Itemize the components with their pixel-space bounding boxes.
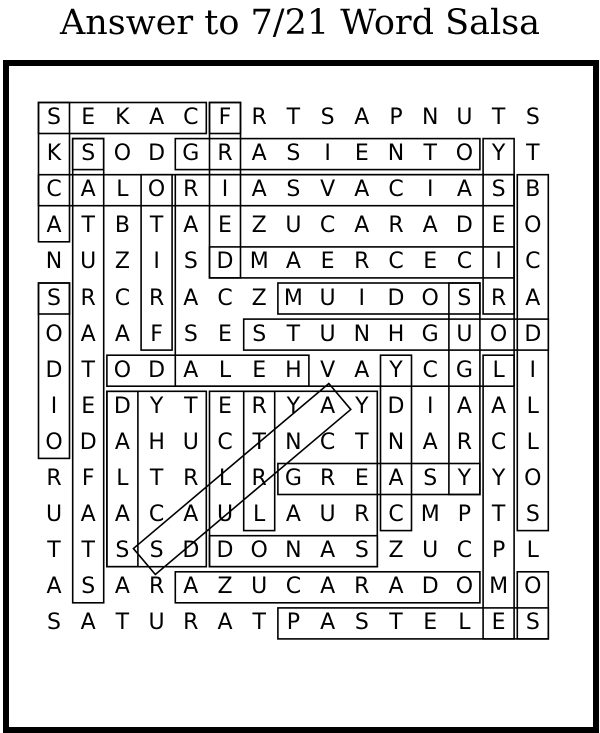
grid-letter: D [148,357,166,383]
grid-letter: C [217,285,233,311]
grid-letter: I [495,249,502,275]
grid-letter: E [218,393,232,419]
grid-letter: A [46,213,62,239]
grid-letter: C [388,502,404,528]
grid-letter: M [489,574,509,600]
grid-letter: A [285,249,301,275]
grid-letter: A [388,574,404,600]
grid-letter: S [47,105,61,130]
grid-letter: R [183,177,199,203]
grid-letter: C [319,213,336,239]
grid-letter: R [183,466,199,491]
grid-letter: Y [457,466,472,491]
grid-letter: A [80,610,96,636]
grid-letter: M [283,285,303,311]
grid-letter: S [286,177,301,203]
grid-letter: A [354,213,370,239]
grid-letter: O [113,141,132,167]
grid-letter: O [489,321,508,347]
grid-letter: E [354,141,369,167]
grid-letter: R [80,285,96,311]
grid-letter: D [79,429,97,455]
grid-letter: T [252,610,266,636]
grid-letter: A [525,285,541,311]
grid-letter: C [217,429,233,455]
grid-letter: R [319,466,336,491]
grid-letter: D [524,321,542,347]
grid-letter: T [526,141,540,167]
grid-letter: A [46,574,62,600]
grid-letter: B [525,177,541,203]
grid-letter: C [46,177,62,203]
grid-letter: A [251,141,267,167]
grid-letter: I [153,249,160,275]
grid-letter: P [286,610,301,636]
grid-letter: L [116,177,129,203]
grid-letter: L [526,538,539,564]
grid-letter: T [81,538,95,564]
grid-letter: R [354,574,370,600]
grid-letter: A [456,393,472,419]
grid-letter: H [285,357,302,383]
grid-letter: Y [149,393,164,419]
grid-letter: A [114,502,130,528]
grid-letter: L [492,357,505,383]
grid-letter: C [285,574,302,600]
grid-letter: A [320,574,336,600]
grid-letter: Z [217,574,233,600]
grid-letter: G [182,141,200,167]
grid-letter: U [285,213,302,239]
grid-letter: D [216,249,234,275]
grid-letter: A [80,177,96,203]
grid-letter: D [148,141,166,167]
grid-letter: A [183,285,199,311]
grid-letter: S [525,105,540,130]
grid-letter: E [423,249,438,275]
grid-letter: E [252,357,267,383]
grid-letter: A [354,177,370,203]
grid-letter: C [388,249,404,275]
grid-letter: A [183,357,199,383]
grid-letter: S [423,466,438,491]
grid-letter: D [216,538,234,564]
grid-letter: O [455,574,474,600]
grid-letter: T [149,213,164,239]
grid-letter: T [491,502,506,528]
grid-letter: R [354,249,370,275]
grid-letter: C [319,429,336,455]
grid-letter: U [216,502,234,528]
grid-letter: F [150,321,163,347]
grid-letter: U [456,105,473,130]
grid-letter: C [183,105,199,130]
grid-letter: A [354,357,370,383]
grid-letter: T [149,466,164,491]
grid-letter: U [148,610,165,636]
grid-letter: C [490,429,507,455]
grid-letter: I [358,285,366,311]
grid-letter: D [387,393,405,419]
grid-letter: R [354,502,370,528]
grid-letter: K [46,141,62,167]
grid-letter: Z [251,285,267,311]
grid-letter: P [457,502,472,528]
grid-letter: O [113,357,132,383]
grid-letter: S [252,321,267,347]
grid-letter: U [319,502,336,528]
grid-letter: E [423,610,438,636]
grid-letter: A [183,574,199,600]
grid-letter: N [353,321,371,347]
grid-letter: B [114,213,130,239]
grid-letter: T [47,538,61,564]
grid-letter: T [115,610,130,636]
grid-letter: Y [355,393,369,419]
grid-letter: R [148,574,165,600]
grid-letter: T [389,610,403,636]
grid-letter: U [182,429,199,455]
grid-letter: U [80,249,97,275]
grid-letter: M [420,502,440,528]
grid-letter: R [217,141,233,167]
grid-letter: G [284,466,302,491]
grid-letter: V [320,177,336,203]
grid-letter: E [218,213,232,239]
grid-letter: I [426,177,434,203]
grid-letter: T [252,429,266,455]
grid-letter: T [81,213,95,239]
grid-letter: A [251,177,267,203]
grid-letter: S [457,285,472,311]
grid-letter: A [388,466,404,491]
grid-letter: S [491,177,506,203]
grid-letter: Z [114,249,130,275]
grid-letter: T [355,429,369,455]
grid-letter: T [81,357,95,383]
grid-letter: Y [491,466,506,491]
grid-letter: R [490,285,507,311]
grid-letter: T [491,105,506,130]
grid-letter: Y [286,393,301,419]
grid-letter: S [525,610,540,636]
grid-letter: F [81,466,95,491]
grid-letter: L [526,429,539,455]
grid-letter: S [47,610,61,636]
puzzle-title: Answer to 7/21 Word Salsa [59,3,541,43]
grid-letter: P [389,105,403,130]
grid-letter: I [221,177,229,203]
grid-letter: T [184,393,198,419]
grid-letter: C [388,177,404,203]
grid-letter: M [249,249,269,275]
grid-letter: A [183,502,199,528]
grid-letter: R [148,285,165,311]
grid-letter: S [354,610,369,636]
grid-letter: K [115,105,130,130]
grid-letter: L [253,502,266,528]
grid-letter: I [50,393,58,419]
grid-letter: D [113,393,131,419]
grid-letter: N [285,538,302,564]
grid-letter: E [354,466,369,491]
grid-letter: S [183,321,198,347]
grid-letter: A [114,321,130,347]
grid-letter: L [116,466,129,491]
grid-letter: O [147,177,166,203]
grid-letter: A [285,502,301,528]
grid-letter: A [114,574,130,600]
grid-letter: S [354,538,369,564]
grid-letter: A [422,429,438,455]
grid-letter: P [491,538,506,564]
grid-letter: A [320,610,336,636]
grid-letter: G [421,321,439,347]
grid-letter: O [524,213,542,239]
grid-letter: Z [388,538,404,564]
grid-letter: S [525,502,540,528]
grid-letter: S [47,285,61,311]
grid-letter: H [387,321,405,347]
grid-letter: A [354,105,370,130]
grid-letter: D [421,574,439,600]
grid-letter: C [525,249,541,275]
grid-letter: A [183,213,199,239]
grid-letter: E [81,393,96,419]
grid-letter: F [218,105,232,130]
grid-letter: U [45,502,63,528]
grid-letter: A [217,610,233,636]
grid-letter: C [114,285,131,311]
grid-letter: S [115,538,130,564]
grid-letter: R [183,610,199,636]
grid-letter: N [45,249,63,275]
grid-letter: V [320,357,336,383]
grid-letter: R [456,429,473,455]
grid-letter: D [455,213,473,239]
grid-letter: S [81,141,96,167]
grid-letter: O [455,141,474,167]
grid-letter: I [529,357,537,383]
grid-letter: H [148,429,165,455]
grid-letter: N [285,429,302,455]
grid-letter: S [81,574,96,600]
grid-letter: R [251,393,267,419]
grid-letter: C [456,538,473,564]
grid-letter: O [45,321,63,347]
grid-letter: T [286,105,301,130]
grid-letter: A [320,538,336,564]
grid-letter: D [387,285,405,311]
grid-letter: N [421,105,439,130]
grid-letter: U [319,321,336,347]
grid-letter: R [388,213,404,239]
grid-letter: E [218,321,232,347]
grid-letter: L [526,393,539,419]
grid-letter: S [320,105,335,130]
grid-letter: A [456,177,472,203]
grid-letter: E [81,105,96,130]
grid-letter: R [46,466,62,491]
grid-letter: U [251,574,268,600]
grid-letter: R [251,105,267,130]
grid-letter: A [149,105,165,130]
grid-letter: S [286,141,301,167]
grid-letter: L [218,357,232,383]
grid-letter: A [422,213,438,239]
grid-letter: S [183,249,198,275]
grid-letter: Z [251,213,267,239]
grid-letter: A [80,321,96,347]
grid-letter: E [491,213,506,239]
grid-letter: Y [491,141,506,167]
grid-letter: O [524,574,542,600]
grid-letter: T [286,321,301,347]
grid-letter: E [320,249,335,275]
grid-letter: U [319,285,336,311]
grid-letter: C [148,502,165,528]
grid-letter: A [80,502,96,528]
grid-letter: N [387,141,405,167]
grid-letter: D [45,357,63,383]
grid-letter: O [45,429,63,455]
grid-letter: L [458,610,471,636]
grid-letter: N [387,429,405,455]
grid-letter: A [114,429,130,455]
grid-letter: O [250,538,268,564]
grid-letter: I [426,393,434,419]
grid-letter: C [456,249,473,275]
grid-letter: T [423,141,437,167]
grid-letter: D [182,538,200,564]
grid-letter: E [491,610,506,636]
grid-letter: I [324,141,331,167]
grid-letter: A [320,393,336,419]
grid-letter: U [456,321,473,347]
grid-letter: S [149,538,164,564]
grid-letter: Y [389,357,403,383]
grid-letter: O [421,285,439,311]
grid-letter: L [218,466,232,491]
grid-letter: C [422,357,438,383]
grid-letter: R [251,466,267,491]
grid-letter: O [524,466,542,491]
grid-letter: G [455,357,473,383]
grid-letter: U [422,538,439,564]
grid-letter: A [491,393,507,419]
